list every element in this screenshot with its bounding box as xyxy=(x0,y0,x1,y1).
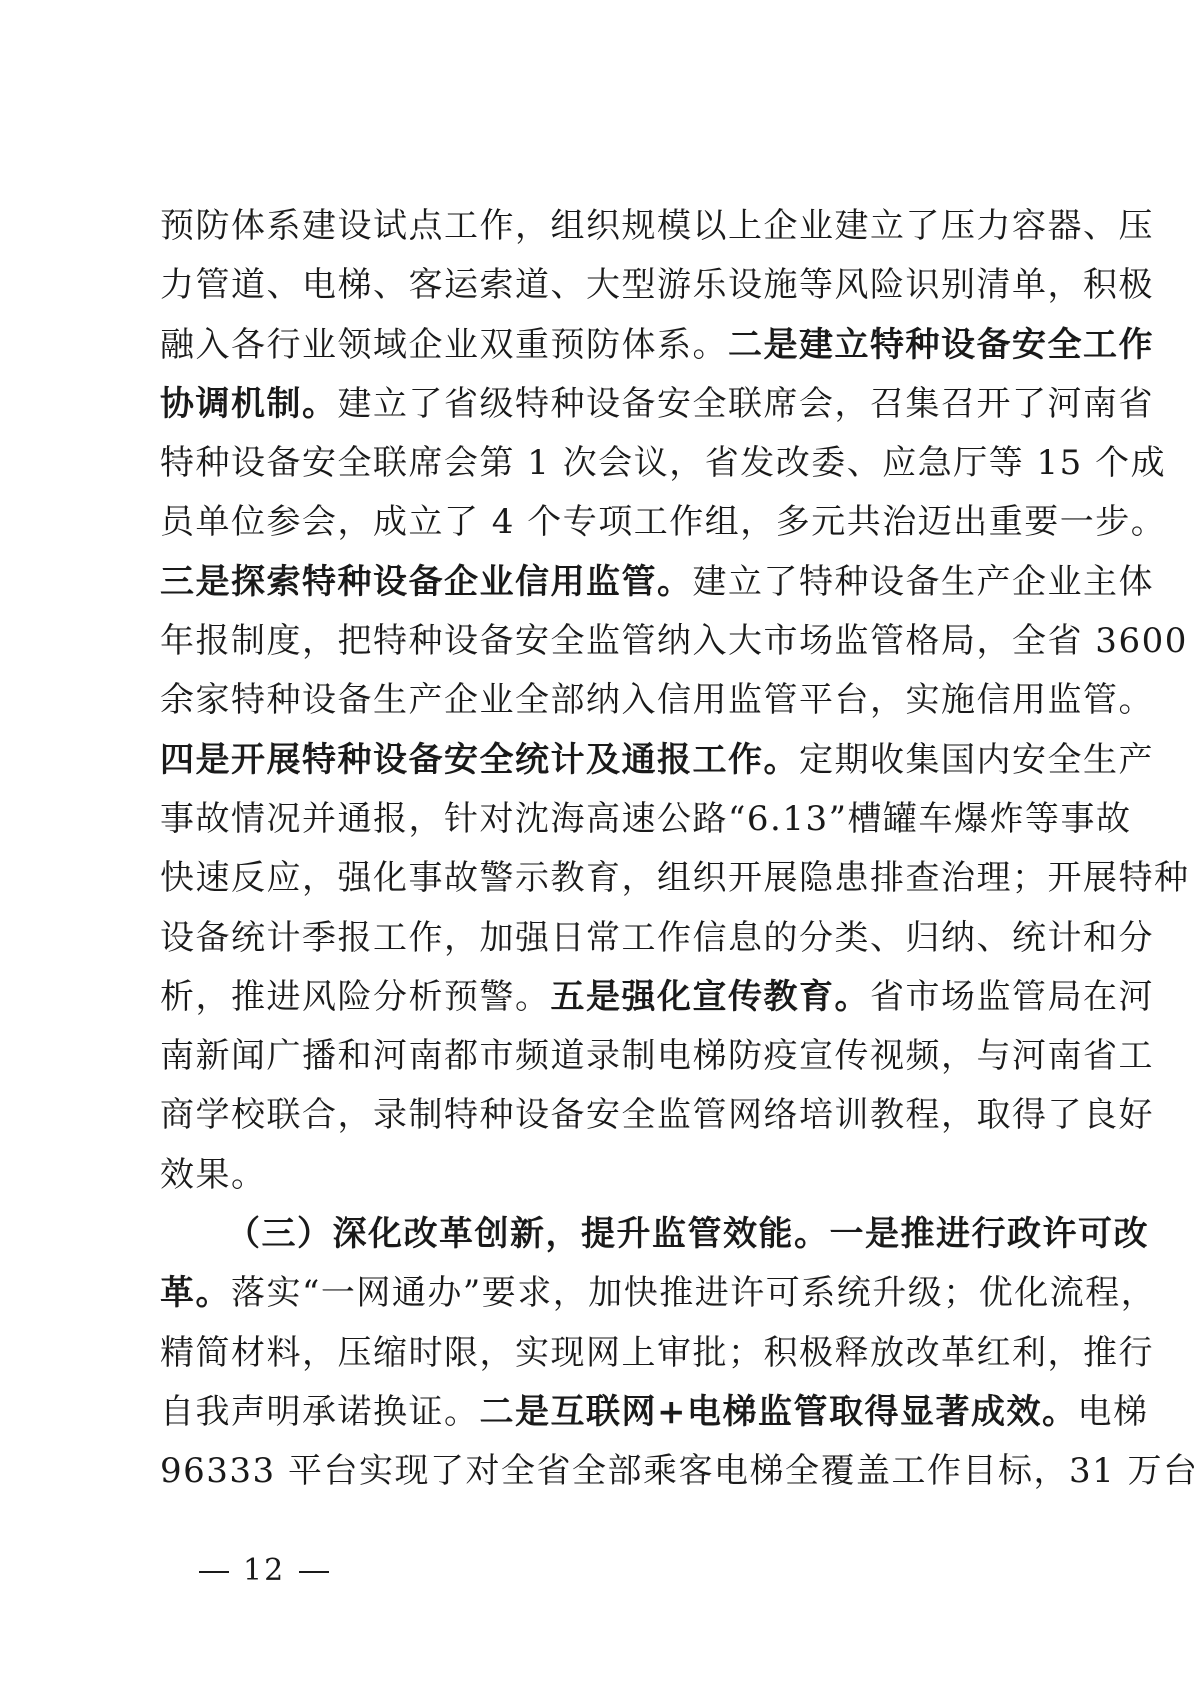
text-segment: 融入各行业领域企业双重预防体系。 xyxy=(160,324,728,365)
text-segment: 年报制度，把特种设备安全监管纳入大市场监管格局，全省 3600 xyxy=(160,621,1188,662)
text-segment: 力管道、电梯、客运索道、大型游乐设施等风险识别清单，积极 xyxy=(160,265,1154,306)
body-text xyxy=(160,197,1199,1502)
text-segment: 析，推进风险分析预警。 xyxy=(160,976,551,1017)
text-line xyxy=(160,1027,1154,1086)
text-segment: 事故情况并通报，针对沈海高速公路“6.13”槽罐车爆炸等事故 xyxy=(160,798,1132,839)
text-line xyxy=(160,1324,1154,1383)
bold-text-segment: 五是强化宣传教育。 xyxy=(550,976,870,1017)
text-line xyxy=(160,1442,1199,1501)
bold-text-segment: 一是推进行政许可改 xyxy=(829,1214,1149,1255)
text-line xyxy=(160,1205,1149,1264)
text-segment: 效果。 xyxy=(160,1154,267,1195)
page-number: 12 xyxy=(243,1553,286,1588)
text-segment: 南新闻广播和河南都市频道录制电梯防疫宣传视频，与河南省工 xyxy=(160,1036,1154,1077)
paragraph xyxy=(160,1205,1199,1501)
text-line xyxy=(160,909,1154,968)
text-line xyxy=(160,1146,1050,1205)
bold-text-segment: 四是开展特种设备安全统计及通报工作。 xyxy=(160,739,799,780)
text-segment: 落实“一网通办”要求，加快推进许可系统升级；优化流程， xyxy=(231,1273,1157,1314)
text-line xyxy=(160,316,1154,375)
text-segment: 定期收集国内安全生产 xyxy=(799,739,1154,780)
text-line xyxy=(160,493,1167,552)
text-line xyxy=(160,197,1154,256)
bold-text-segment: 二是建立特种设备安全工作 xyxy=(728,324,1154,365)
text-segment: 快速反应，强化事故警示教育，组织开展隐患排查治理；开展特种 xyxy=(160,858,1190,899)
text-line xyxy=(160,434,1167,493)
text-line xyxy=(160,1086,1154,1145)
text-segment: 特种设备安全联席会第 1 次会议，省发改委、应急厅等 15 个成 xyxy=(160,443,1167,484)
dash-right xyxy=(299,1571,329,1573)
bold-text-segment: 二是互联网+电梯监管取得显著成效。 xyxy=(479,1391,1078,1432)
text-segment: 余家特种设备生产企业全部纳入信用监管平台，实施信用监管。 xyxy=(160,680,1154,721)
text-line xyxy=(160,375,1154,434)
text-segment: 精简材料，压缩时限，实现网上审批；积极释放改革红利，推行 xyxy=(160,1332,1154,1373)
text-segment: 自我声明承诺换证。 xyxy=(160,1391,480,1432)
text-segment: 96333 平台实现了对全省全部乘客电梯全覆盖工作目标，31 万台 xyxy=(160,1451,1199,1492)
text-line xyxy=(160,849,1190,908)
text-line xyxy=(160,1383,1149,1442)
text-segment: 商学校联合，录制特种设备安全监管网络培训教程，取得了良好 xyxy=(160,1095,1154,1136)
text-segment: 员单位参会，成立了 4 个专项工作组，多元共治迈出重要一步。 xyxy=(160,502,1167,543)
text-segment: 建立了特种设备生产企业主体 xyxy=(692,561,1154,602)
text-line xyxy=(160,256,1154,315)
text-segment: 建立了省级特种设备安全联席会，召集召开了河南省 xyxy=(337,383,1154,424)
text-line xyxy=(160,553,1154,612)
text-line xyxy=(160,612,1188,671)
text-segment: 电梯 xyxy=(1077,1391,1149,1432)
text-line xyxy=(160,790,1132,849)
bold-text-segment: 革。 xyxy=(160,1273,231,1314)
bold-text-segment: 协调机制。 xyxy=(160,383,338,424)
text-segment: 省市场监管局在河 xyxy=(870,976,1154,1017)
page-footer xyxy=(185,1553,343,1588)
text-line xyxy=(160,1264,1157,1323)
text-segment: 预防体系建设试点工作，组织规模以上企业建立了压力容器、压 xyxy=(160,206,1154,246)
text-segment: 设备统计季报工作，加强日常工作信息的分类、归纳、统计和分 xyxy=(160,917,1154,958)
text-line xyxy=(160,968,1154,1027)
bold-text-segment: 三是探索特种设备企业信用监管。 xyxy=(160,561,693,602)
paragraph xyxy=(160,197,1190,1205)
text-line xyxy=(160,671,1154,730)
bold-text-segment: （三）深化改革创新，提升监管效能。 xyxy=(226,1214,830,1255)
dash-left xyxy=(199,1571,229,1573)
text-line xyxy=(160,731,1154,790)
